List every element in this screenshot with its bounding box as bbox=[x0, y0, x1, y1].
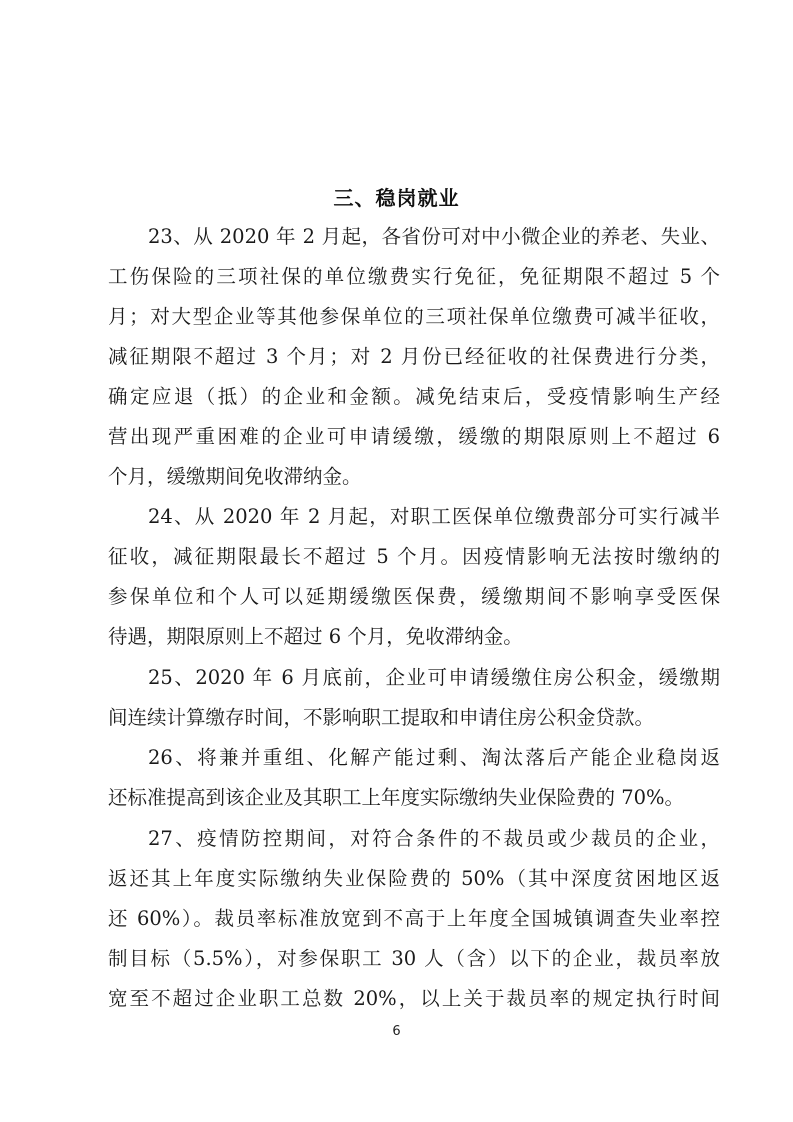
paragraph-line: 个月，缓缴期间免收滞纳金。 bbox=[108, 465, 362, 488]
paragraph-line: 27、疫情防控期间，对符合条件的不裁员或少裁员的企业， bbox=[148, 827, 720, 850]
paragraph-line: 23、从 2020 年 2 月起，各省份可对中小微企业的养老、失业、 bbox=[148, 225, 720, 248]
paragraph-line: 还 60%）。裁员率标准放宽到不高于上年度全国城镇调查失业率控 bbox=[108, 907, 720, 930]
paragraph-line: 参保单位和个人可以延期缓缴医保费，缓缴期间不影响享受医保 bbox=[108, 585, 720, 608]
paragraph-line: 宽至不超过企业职工总数 20%，以上关于裁员率的规定执行时间 bbox=[108, 987, 720, 1010]
paragraph-line: 征收，减征期限最长不超过 5 个月。因疫情影响无法按时缴纳的 bbox=[108, 545, 720, 568]
paragraph-line: 返还其上年度实际缴纳失业保险费的 50%（其中深度贫困地区返 bbox=[108, 867, 720, 890]
section-heading: 三、稳岗就业 bbox=[333, 186, 460, 210]
paragraph-line: 26、将兼并重组、化解产能过剩、淘汰落后产能企业稳岗返 bbox=[148, 746, 720, 769]
paragraph-line: 减征期限不超过 3 个月；对 2 月份已经征收的社保费进行分类， bbox=[108, 345, 720, 368]
paragraph-line: 25、2020 年 6 月底前，企业可申请缓缴住房公积金，缓缴期 bbox=[148, 666, 720, 689]
paragraph-line: 工伤保险的三项社保的单位缴费实行免征，免征期限不超过 5 个 bbox=[108, 265, 720, 288]
paragraph-line: 24、从 2020 年 2 月起，对职工医保单位缴费部分可实行减半 bbox=[148, 505, 720, 528]
paragraph-line: 待遇，期限原则上不超过 6 个月，免收滞纳金。 bbox=[108, 625, 523, 648]
paragraph-line: 月；对大型企业等其他参保单位的三项社保单位缴费可减半征收， bbox=[108, 305, 720, 328]
page-number: 6 bbox=[392, 1024, 401, 1039]
paragraph-line: 确定应退（抵）的企业和金额。减免结束后，受疫情影响生产经 bbox=[108, 385, 720, 408]
paragraph-line: 间连续计算缴存时间，不影响职工提取和申请住房公积金贷款。 bbox=[108, 706, 655, 729]
paragraph-line: 营出现严重困难的企业可申请缓缴，缓缴的期限原则上不超过 6 bbox=[108, 425, 720, 448]
paragraph-line: 制目标（5.5%），对参保职工 30 人（含）以下的企业，裁员率放 bbox=[108, 947, 720, 970]
paragraph-line: 还标准提高到该企业及其职工上年度实际缴纳失业保险费的 70%。 bbox=[108, 786, 685, 809]
